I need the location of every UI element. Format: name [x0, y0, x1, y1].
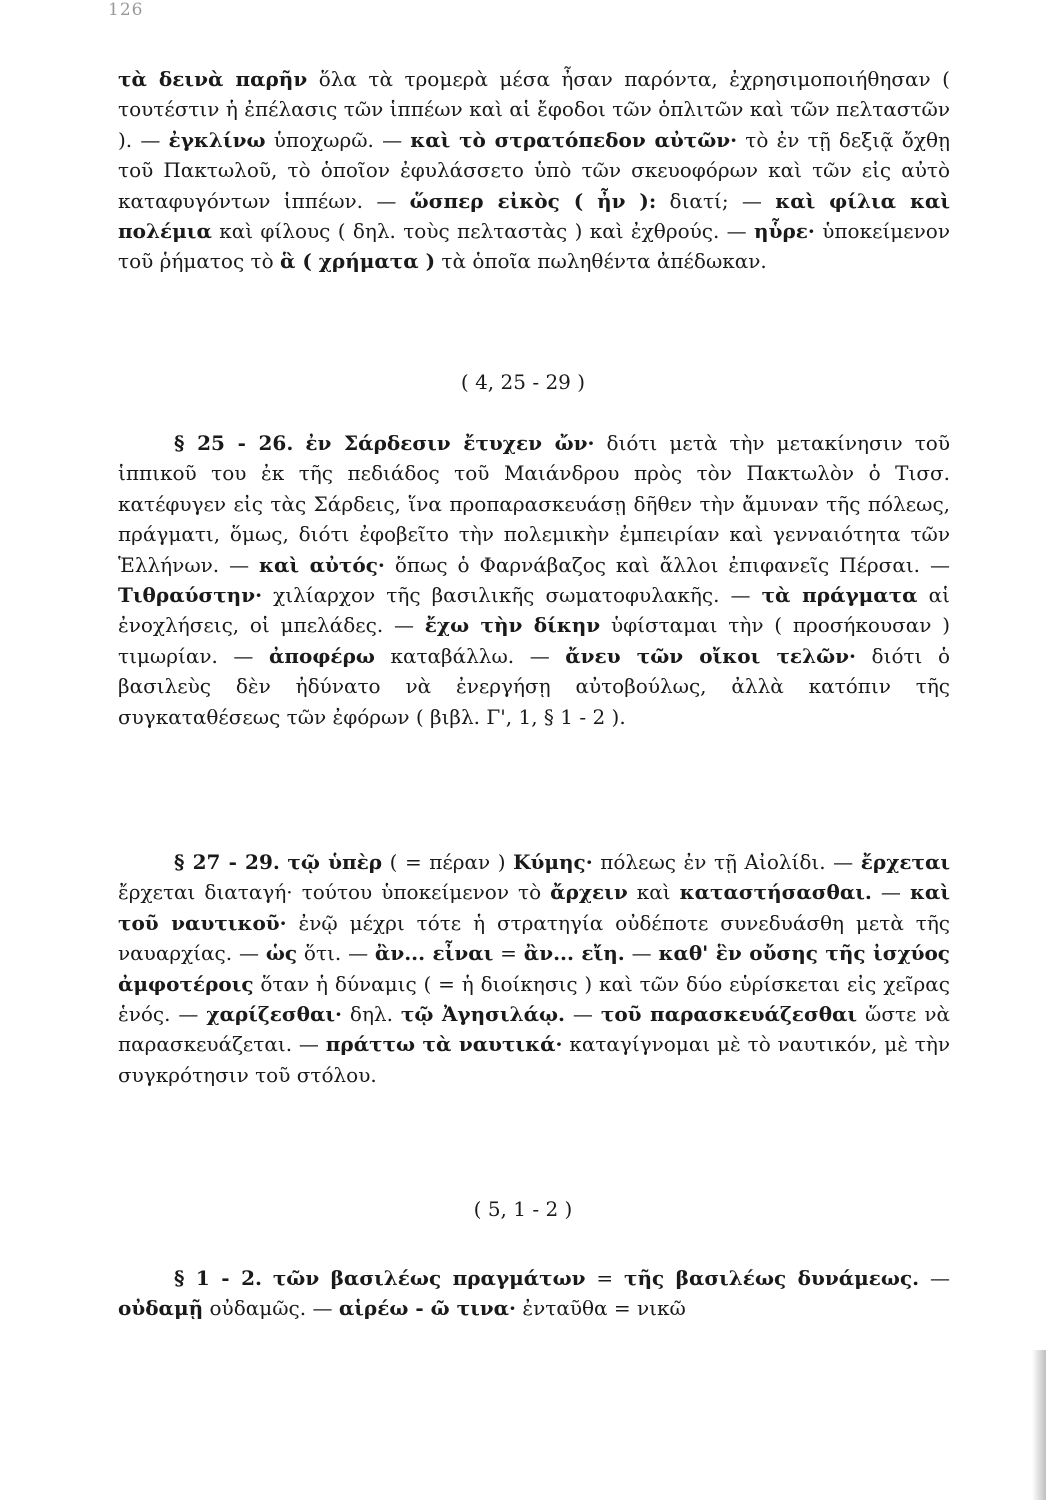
lemma: ἀποφέρω — [268, 643, 375, 668]
lemma: ὡς — [265, 941, 298, 966]
lemma: ἂν... εἶναι — [374, 941, 494, 966]
gloss: καὶ φίλους ( δηλ. τοὺς πελταστὰς ) καὶ ἐχθρούς. — — [211, 219, 755, 244]
section-number: § 1 - 2. — [174, 1266, 262, 1290]
gloss: ἔρχεται διαταγή· τούτου ὑποκείμενον τὸ — [118, 880, 551, 905]
commentary-block-4 — [118, 1263, 950, 1324]
commentary-block-2 — [118, 428, 950, 732]
gloss: διότι μετὰ τὴν μετακίνησιν τοῦ ἱππικοῦ του ἐκ τῆς πεδιάδος τοῦ Μαιάνδρου πρὸς τὸν Πακτωλὸν ὁ Τισσ. κατέφυγεν εἰς τὰς Σάρδεις, ἵνα προπαρασκευάσῃ δῆθεν τὴν ἄμυναν τῆς πόλεως, πράγματι, ὅμως, διότι ἐφοβεῖτο τὴν πολεμικὴν ἐμπειρίαν καὶ γενναιότητα τῶν Ἑλλήνων. — — [118, 431, 950, 577]
lemma: καθ' ἓν οὔσης τῆς ἰσχύος ἀμφοτέροις — [118, 941, 950, 996]
gloss: — — [565, 1002, 601, 1027]
gloss: ὅταν ἡ δύναμις ( = ἡ διοίκησις ) καὶ τῶν δύο εὑρίσκεται εἰς χεῖρας ἑνός. — — [118, 971, 950, 1027]
lemma: τῷ Ἀγησιλάῳ. — [400, 1002, 566, 1027]
gloss: ( = πέραν ) — [382, 850, 514, 874]
gloss: καταγίγνομαι μὲ τὸ ναυτικόν, μὲ τὴν συγκρότησιν τοῦ στόλου. — [118, 1032, 951, 1087]
lemma: τῶν βασιλέως πραγμάτων — [272, 1266, 586, 1290]
gloss: — — [919, 1266, 950, 1290]
gloss: πόλεως ἐν τῇ Αἰολίδι. — — [592, 850, 861, 874]
section-number: § 27 - 29. — [174, 850, 280, 874]
lemma: χαρίζεσθαι· — [206, 1002, 342, 1027]
gloss: = — [585, 1266, 625, 1290]
gloss: ὥστε νὰ παρασκευάζεται. — — [118, 1002, 950, 1057]
lemma: ἔχω τὴν δίκην — [424, 613, 601, 638]
lemma: τὰ πράγματα — [761, 583, 918, 608]
lemma: ηὗρε· — [754, 219, 815, 244]
gloss: διότι ὁ βασιλεὺς δὲν ἠδύνατο νὰ ἐνεργήσῃ αὐτοβούλως, ἀλλὰ κατόπιν τῆς συγκαταθέσεως τῶν ἐφόρων ( βιβλ. Γ', 1, § 1 - 2 ). — [118, 643, 950, 729]
lemma: τὰ δεινὰ παρῆν — [118, 67, 308, 91]
chapter-reference-2: ( 5, 1 - 2 ) — [473, 1197, 573, 1221]
lemma: ἔρχεται — [860, 850, 951, 874]
gloss: ὑποχωρῶ. — — [265, 127, 411, 152]
gloss: καὶ — [627, 880, 680, 905]
lemma: Τιθραύστην· — [118, 583, 263, 608]
gloss: τὰ ὁποῖα πωληθέντα ἀπέδωκαν. — [435, 249, 767, 274]
lemma: αἱρέω - ῶ τινα· — [338, 1296, 516, 1321]
lemma: Κύμης· — [513, 850, 593, 874]
chapter-reference-1: ( 4, 25 - 29 ) — [460, 370, 586, 394]
gloss: τὸ ἐν τῇ δεξιᾷ ὄχθῃ τοῦ Πακτωλοῦ, τὸ ὁποῖον ἐφυλάσσετο ὑπὸ τῶν σκευοφόρων καὶ τῶν εἰς αὐτὸ καταφυγόντων ἱππέων. — — [118, 127, 950, 213]
lemma: ἄρχειν — [550, 880, 628, 905]
lemma: ἄνευ τῶν οἴκοι τελῶν· — [565, 643, 856, 668]
lemma: οὐδαμῇ — [118, 1296, 204, 1321]
gloss: αἱ ἐνοχλήσεις, οἱ μπελάδες. — — [118, 583, 950, 638]
gloss: ὅτι. — — [297, 941, 375, 966]
page-number: 126 — [108, 0, 144, 20]
gloss: ὅλα τὰ τρομερὰ μέσα ἦσαν παρόντα, ἐχρησιμοποιήθησαν ( τουτέστιν ἡ ἐπέλασις τῶν ἱππέων καὶ αἱ ἔφοδοι τῶν ὁπλιτῶν καὶ τῶν πελταστῶν ). — — [118, 67, 950, 152]
commentary-block-1 — [118, 64, 950, 277]
lemma: ἂν... εἴη. — [523, 941, 625, 966]
page-edge-shadow — [1032, 1350, 1046, 1500]
gloss: ἐνταῦθα = νικῶ — [516, 1296, 686, 1321]
gloss: οὐδαμῶς. — — [203, 1296, 339, 1321]
lemma: καὶ φίλια καὶ πολέμια — [118, 188, 951, 244]
lemma: καὶ αὐτός· — [259, 552, 385, 577]
lemma: ἐν Σάρδεσιν ἔτυχεν ὤν· — [305, 431, 595, 455]
gloss: ὑποκείμενον τοῦ ῥήματος τὸ — [118, 219, 951, 274]
lemma: καὶ τοῦ ναυτικοῦ· — [118, 880, 950, 935]
lemma: τοῦ παρασκευάζεσθαι — [600, 1002, 858, 1027]
gloss: δηλ. — [341, 1002, 401, 1027]
gloss: χιλίαρχον τῆς βασιλικῆς σωματοφυλακῆς. — — [262, 583, 762, 608]
gloss: = — [493, 941, 524, 966]
lemma: ἐγκλίνω — [168, 127, 266, 152]
gloss: ὑφίσταμαι τὴν ( προσήκουσαν ) τιμωρίαν. — — [118, 613, 951, 668]
lemma: τῆς βασιλέως δυνάμεως. — [624, 1266, 920, 1290]
lemma: ὥσπερ εἰκὸς ( ἦν ): — [409, 188, 657, 213]
lemma: καὶ τὸ στρατόπεδον αὐτῶν· — [410, 127, 738, 152]
gloss: — — [624, 941, 659, 966]
gloss: διατί; — — [656, 188, 776, 213]
lemma: καταστήσασθαι. — [679, 880, 872, 905]
gloss: ἐνῷ μέχρι τότε ἡ στρατηγία οὐδέποτε συνεδυάσθη μετὰ τῆς ναυαρχίας. — — [118, 910, 950, 966]
gloss: — — [871, 880, 910, 905]
section-number: § 25 - 26. — [174, 431, 294, 455]
lemma: ἃ ( χρήματα ) — [280, 249, 436, 274]
lemma: τῷ ὑπὲρ — [287, 850, 383, 874]
lemma: πράττω τὰ ναυτικά· — [325, 1032, 563, 1057]
commentary-block-3 — [118, 847, 950, 1090]
gloss: ὅπως ὁ Φαρνάβαζος καὶ ἄλλοι ἐπιφανεῖς Πέρσαι. — — [384, 552, 950, 577]
gloss: καταβάλλω. — — [374, 643, 566, 668]
